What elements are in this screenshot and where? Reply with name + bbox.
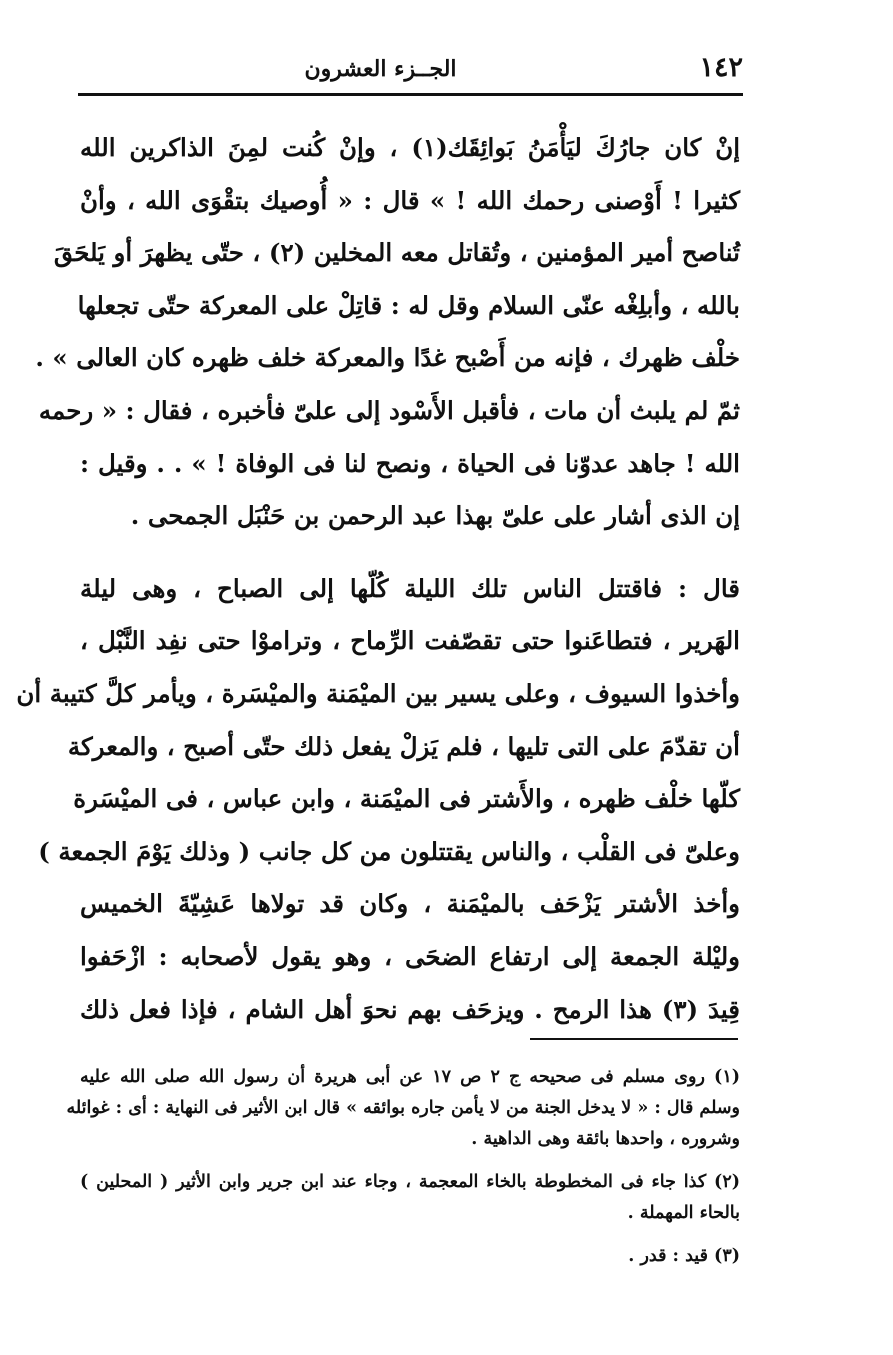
text-line: إن الذى أشار على علىّ بهذا عبد الرحمن بن حَنْبَل الجمحى . xyxy=(130,501,740,531)
paragraph-1 xyxy=(35,122,740,543)
text-line: الهَرير ، فتطاعَنوا حتى تقصّفت الرِّماح ، وتراموْا حتى نفِد النَّبْل ، xyxy=(80,626,740,656)
text-line: إنْ كان جارُكَ ليَأْمَنُ بَوائِقَك(١) ، وإنْ كُنت لمِنَ الذاكرين الله xyxy=(80,133,740,162)
footnote-line: بالحاء المهملة . xyxy=(627,1203,740,1223)
running-title: الجــزء العشرون xyxy=(304,56,457,82)
main-text xyxy=(16,122,740,1036)
footnote-gap xyxy=(80,1229,740,1241)
text-line: ثمّ لم يلبث أن مات ، فأقبل الأَسْود إلى علىّ فأخبره ، فقال : « رحمه xyxy=(38,395,740,425)
page-header xyxy=(78,46,743,96)
footnote-line: (٢) كذا جاء فى المخطوطة بالخاء المعجمة ، وجاء عند ابن جرير وابن الأثير ( المحلين ) xyxy=(80,1172,740,1192)
footnote-line: (٣) قيد : قدر . xyxy=(628,1246,740,1266)
text-line: قِيدَ (٣) هذا الرمح . ويزحَف بهم نحوَ أهل الشام ، فإذا فعل ذلك xyxy=(80,994,740,1024)
text-line: الله ! جاهد عدوّنا فى الحياة ، ونصح لنا فى الوفاة ! » . . وقيل : xyxy=(80,448,740,478)
text-line: قال : فاقتتل الناس تلك الليلة كُلّها إلى الصباح ، وهى ليلة xyxy=(80,573,740,603)
text-line: وعلىّ فى القلْب ، والناس يقتتلون من كل جانب ( وذلك يَوْمَ الجمعة ) xyxy=(38,836,740,866)
paragraph-gap xyxy=(80,543,740,563)
footnote-3 xyxy=(80,1241,740,1272)
footnote-line: (١) روى مسلم فى صحيحه ج ٢ ص ١٧ عن أبى هريرة أن رسول الله صلى الله عليه xyxy=(80,1067,740,1087)
footnotes xyxy=(66,1062,740,1272)
header-rule xyxy=(78,93,743,96)
footnote-line: وسلم قال : « لا يدخل الجنة من لا يأمن جاره بوائقه » قال ابن الأثير فى النهاية : أى : غوائله xyxy=(66,1098,740,1118)
footnote-rule xyxy=(530,1038,738,1040)
paragraph-2 xyxy=(16,563,740,1036)
text-line: تُناصح أمير المؤمنين ، وتُقاتل معه المخلين (٢) ، حتّى يظهرَ أو يَلحَقَ xyxy=(53,238,740,268)
footnote-gap xyxy=(80,1155,740,1167)
text-line: أن تقدّمَ على التى تليها ، فلم يَزلْ يفعل ذلك حتّى أصبح ، والمعركة xyxy=(67,731,740,761)
footnote-1 xyxy=(66,1062,740,1155)
text-line: وليْلة الجمعة إلى ارتفاع الضحَى ، وهو يقول لأصحابه : ازْحَفوا xyxy=(80,941,740,971)
text-line: وأخذ الأشتر يَزْحَف بالميْمَنة ، وكان قد تولاها عَشِيّةَ الخميس xyxy=(80,889,740,919)
text-line: كثيرا ! أَوْصنى رحمك الله ! » قال : « أُوصيك بتقْوَى الله ، وأنْ xyxy=(80,185,740,215)
footnote-line: وشروره ، واحدها بائقة وهى الداهية . xyxy=(471,1129,740,1149)
text-line: وأخذوا السيوف ، وعلى يسير بين الميْمَنة والميْسَرة ، ويأمر كلَّ كتيبة أن xyxy=(16,678,740,708)
page-number: ١٤٢ xyxy=(699,52,743,83)
text-line: كلّها خلْف ظهره ، والأَشتر فى الميْمَنة ، وابن عباس ، فى الميْسَرة xyxy=(73,784,740,814)
text-line: بالله ، وأبلِغْه عنّى السلام وقل له : قاتِلْ على المعركة حتّى تجعلها xyxy=(77,290,740,320)
footnote-2 xyxy=(80,1167,740,1229)
text-line: خلْف ظهرك ، فإنه من أَصْبح غدًا والمعركة خلف ظهره كان العالى » . xyxy=(35,343,740,373)
